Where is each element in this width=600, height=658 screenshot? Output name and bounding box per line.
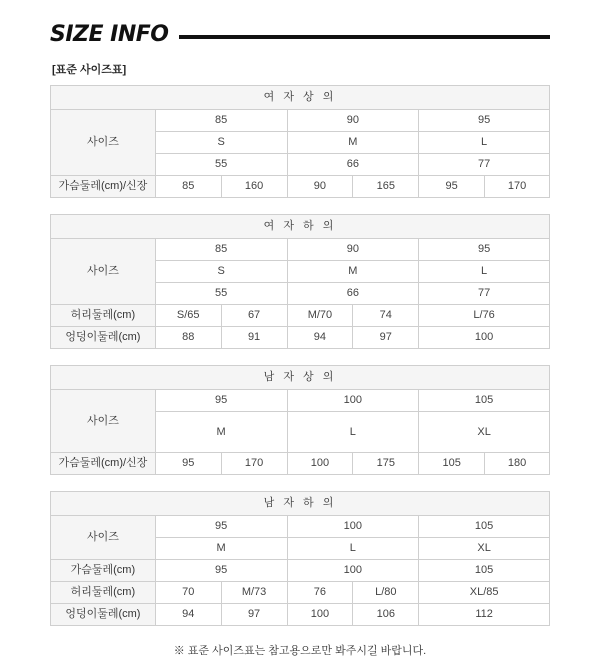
table-cell: 165 — [353, 176, 419, 198]
table-row — [51, 516, 550, 538]
size-table-mens-bottom — [50, 491, 550, 626]
table-caption: 남 자 하 의 — [51, 492, 550, 516]
table-cell: 97 — [353, 327, 419, 349]
table-cell: 85 — [155, 176, 221, 198]
table-cell: M/73 — [221, 582, 287, 604]
table-cell: 175 — [353, 453, 419, 475]
table-row — [51, 305, 550, 327]
table-cell: 105 — [419, 390, 550, 412]
table-cell: M — [287, 132, 419, 154]
table-cell: 67 — [221, 305, 287, 327]
table-cell: 95 — [419, 176, 485, 198]
table-cell: 105 — [419, 560, 550, 582]
table-cell: M — [155, 412, 287, 453]
table-cell: L — [287, 538, 419, 560]
table-cell: 88 — [155, 327, 221, 349]
table-cell: L — [419, 261, 550, 283]
table-cell: 85 — [155, 110, 287, 132]
table-cell: 100 — [419, 327, 550, 349]
table-cell: 170 — [221, 453, 287, 475]
table-cell: M/70 — [287, 305, 353, 327]
table-cell: 105 — [419, 516, 550, 538]
row-header: 허리둘레(cm) — [51, 582, 156, 604]
table-cell: 85 — [155, 239, 287, 261]
page-title: SIZE INFO — [50, 22, 169, 47]
table-cell: 100 — [287, 560, 419, 582]
table-cell: 100 — [287, 604, 353, 626]
page-header — [50, 22, 550, 47]
table-cell: 55 — [155, 154, 287, 176]
table-cell: M — [155, 538, 287, 560]
table-cell: 100 — [287, 390, 419, 412]
size-table-womens-bottom — [50, 214, 550, 349]
table-cell: 94 — [287, 327, 353, 349]
table-cell: S — [155, 261, 287, 283]
table-row — [51, 327, 550, 349]
table-row — [51, 492, 550, 516]
table-caption: 여 자 하 의 — [51, 215, 550, 239]
table-cell: S/65 — [155, 305, 221, 327]
page-subtitle: [표준 사이즈표] — [52, 64, 127, 76]
table-cell: 90 — [287, 239, 419, 261]
table-cell: 95 — [155, 560, 287, 582]
size-label: 사이즈 — [51, 390, 156, 453]
table-caption: 여 자 상 의 — [51, 86, 550, 110]
table-cell: L/76 — [419, 305, 550, 327]
table-cell: 74 — [353, 305, 419, 327]
table-cell: 77 — [419, 154, 550, 176]
row-header: 가슴둘레(cm) — [51, 560, 156, 582]
table-cell: 66 — [287, 283, 419, 305]
table-row — [51, 582, 550, 604]
row-header: 엉덩이둘레(cm) — [51, 604, 156, 626]
table-row — [51, 86, 550, 110]
table-cell: 70 — [155, 582, 221, 604]
table-cell: 94 — [155, 604, 221, 626]
table-cell: 95 — [155, 390, 287, 412]
table-row — [51, 604, 550, 626]
table-cell: XL — [419, 538, 550, 560]
table-cell: 95 — [155, 453, 221, 475]
table-cell: M — [287, 261, 419, 283]
row-header: 허리둘레(cm) — [51, 305, 156, 327]
table-cell: 97 — [221, 604, 287, 626]
table-row — [51, 366, 550, 390]
table-cell: 105 — [419, 453, 485, 475]
table-cell: L — [419, 132, 550, 154]
table-cell: 100 — [287, 453, 353, 475]
row-header: 가슴둘레(cm)/신장 — [51, 176, 156, 198]
table-row — [51, 215, 550, 239]
table-cell: 112 — [419, 604, 550, 626]
size-table-mens-top — [50, 365, 550, 475]
table-cell: 91 — [221, 327, 287, 349]
size-table-womens-top — [50, 85, 550, 198]
table-cell: L — [287, 412, 419, 453]
table-cell: 95 — [419, 239, 550, 261]
table-cell: 76 — [287, 582, 353, 604]
size-label: 사이즈 — [51, 110, 156, 176]
table-cell: 100 — [287, 516, 419, 538]
table-cell: 66 — [287, 154, 419, 176]
table-cell: 106 — [353, 604, 419, 626]
table-cell: 90 — [287, 176, 353, 198]
table-cell: 160 — [221, 176, 287, 198]
row-header: 엉덩이둘레(cm) — [51, 327, 156, 349]
table-row — [51, 453, 550, 475]
row-header: 가슴둘레(cm)/신장 — [51, 453, 156, 475]
table-cell: S — [155, 132, 287, 154]
table-cell: 90 — [287, 110, 419, 132]
footnote: ※ 표준 사이즈표는 참고용으로만 봐주시길 바랍니다. — [173, 645, 427, 657]
table-cell: 77 — [419, 283, 550, 305]
table-row — [51, 239, 550, 261]
table-cell: 55 — [155, 283, 287, 305]
table-row — [51, 390, 550, 412]
header-divider — [179, 35, 551, 39]
size-label: 사이즈 — [51, 516, 156, 560]
table-row — [51, 560, 550, 582]
table-cell: 170 — [485, 176, 550, 198]
table-cell: 180 — [485, 453, 550, 475]
table-row — [51, 176, 550, 198]
table-cell: 95 — [155, 516, 287, 538]
table-cell: XL/85 — [419, 582, 550, 604]
table-caption: 남 자 상 의 — [51, 366, 550, 390]
table-cell: L/80 — [353, 582, 419, 604]
table-cell: XL — [419, 412, 550, 453]
table-row — [51, 110, 550, 132]
size-label: 사이즈 — [51, 239, 156, 305]
table-cell: 95 — [419, 110, 550, 132]
